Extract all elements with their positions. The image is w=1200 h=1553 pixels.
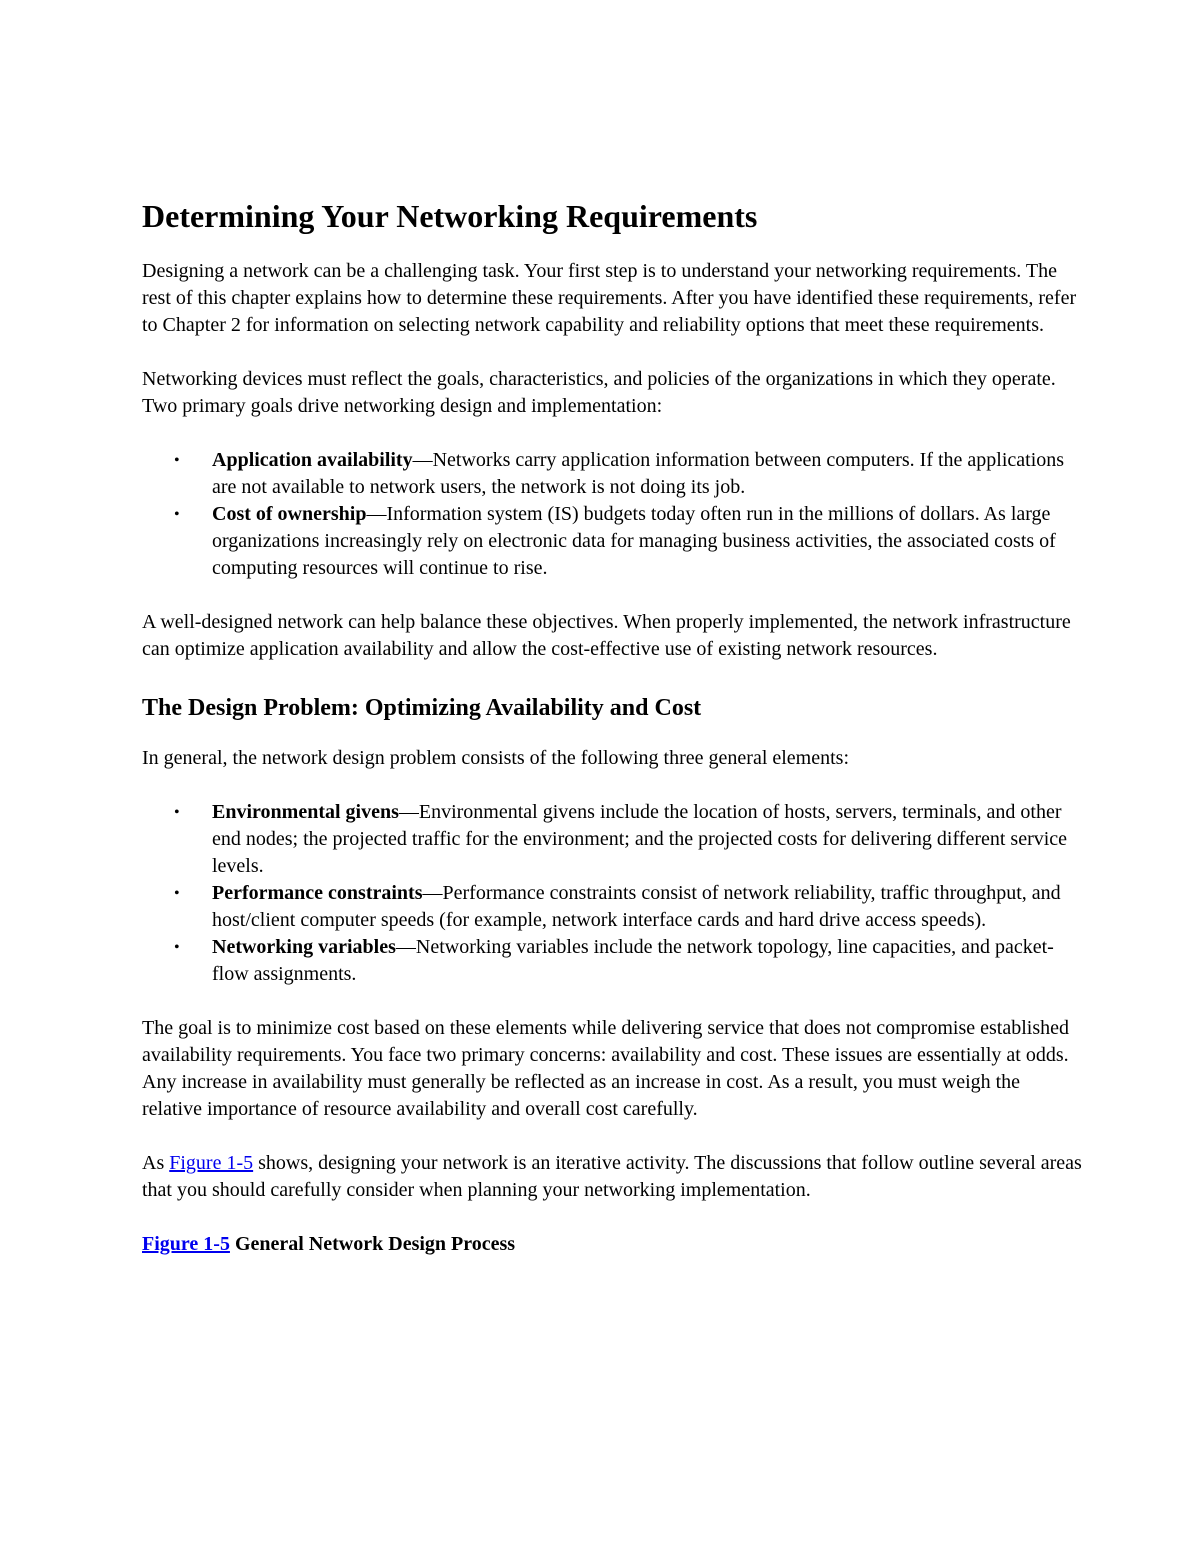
- bullet-icon: •: [174, 506, 180, 523]
- page-title: Determining Your Networking Requirements: [142, 198, 758, 234]
- intro-paragraph: Designing a network can be a challenging task. Your first step is to understand your networking requirements. The rest of this chapter explains how to determine these requirements. After you have identified these requirements, refer to Chapter 2 for information on selecting network capability and reliability options that meet these requirements.: [142, 260, 1077, 336]
- figure-reference-paragraph: [142, 1150, 1082, 1204]
- list-item: [174, 880, 1082, 934]
- goal-paragraph: The goal is to minimize cost based on these elements while delivering service that does not compromise established availability requirements. You face two primary concerns: availability and cost. These issues are essentially at odds. Any increase in availability must generally be reflected as an increase in cost. As a result, you must weigh the relative importance of resource availability and overall cost carefully.: [142, 1017, 1069, 1120]
- section-heading: The Design Problem: Optimizing Availability and Cost: [142, 695, 702, 721]
- bullet-icon: •: [174, 885, 180, 902]
- list-item: [174, 799, 1082, 880]
- list-item-term: Application availability: [212, 449, 413, 471]
- goals-intro-paragraph: Networking devices must reflect the goals, characteristics, and policies of the organizations in which they operate. Two primary goals drive networking design and implementation:: [142, 368, 1056, 417]
- list-item-text: —Networking variables include the network topology, line capacities, and packet-flow assignments.: [212, 936, 1054, 985]
- list-item-term: Cost of ownership: [212, 503, 367, 525]
- list-item-term: Environmental givens: [212, 801, 399, 823]
- list-item: [174, 501, 1082, 582]
- figure-reference-after: shows, designing your network is an iterative activity. The discussions that follow outline several areas that you should carefully consider when planning your networking implementation.: [142, 1152, 1082, 1201]
- figure-caption-text: General Network Design Process: [229, 1233, 516, 1255]
- list-item-text: —Performance constraints consist of network reliability, traffic throughput, and host/client computer speeds (for example, network interface cards and hard drive access speeds).: [212, 882, 1061, 931]
- figure-caption-link[interactable]: Figure 1-5: [142, 1233, 230, 1255]
- bullet-icon: •: [174, 804, 180, 821]
- elements-intro-paragraph: In general, the network design problem consists of the following three general elements:: [142, 747, 850, 769]
- bullet-icon: •: [174, 939, 180, 956]
- figure-1-5-link[interactable]: Figure 1-5: [169, 1152, 254, 1174]
- list-item-term: Networking variables: [212, 936, 396, 958]
- figure-reference-before: As: [142, 1152, 170, 1174]
- elements-list: [142, 799, 1082, 988]
- list-item: [174, 447, 1082, 501]
- list-item: [174, 934, 1082, 988]
- list-item-text: —Environmental givens include the location of hosts, servers, terminals, and other end nodes; the projected traffic for the environment; and the projected costs for delivering different service levels.: [212, 801, 1068, 877]
- figure-caption: [142, 1231, 1082, 1258]
- goals-list: [142, 447, 1082, 582]
- list-item-text: —Networks carry application information between computers. If the applications are not available to network users, the network is not doing its job.: [212, 449, 1065, 498]
- balance-paragraph: A well-designed network can help balance these objectives. When properly implemented, the network infrastructure can optimize application availability and allow the cost-effective use of existing network resources.: [142, 611, 1071, 660]
- list-item-term: Performance constraints: [212, 882, 423, 904]
- bullet-icon: •: [174, 452, 180, 469]
- document-page: [142, 196, 1082, 1258]
- list-item-text: —Information system (IS) budgets today often run in the millions of dollars. As large organizations increasingly rely on electronic data for managing business activities, the associated costs of computing resources will continue to rise.: [212, 503, 1056, 579]
